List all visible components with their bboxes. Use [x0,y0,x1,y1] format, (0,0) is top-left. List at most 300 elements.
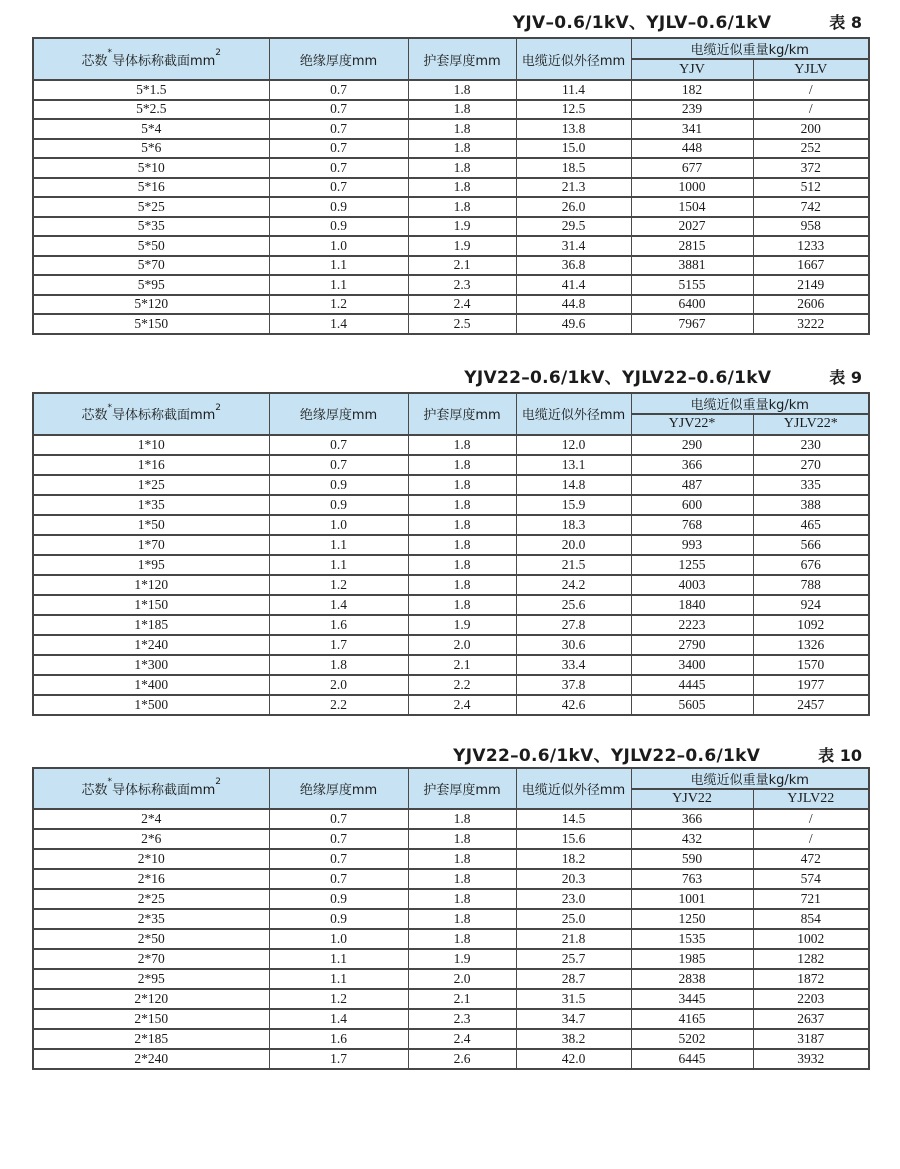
table-cell: 1.0 [269,515,408,535]
table-row [33,989,869,1009]
table-cell: 0.9 [269,889,408,909]
table-cell: 2203 [753,989,869,1009]
table-cell: 25.6 [516,595,631,615]
table-cell: 2149 [753,275,869,295]
table-row [33,1049,869,1069]
table-cell: 2815 [631,236,753,256]
table-cell: 0.9 [269,909,408,929]
table-cell: 2.0 [269,675,408,695]
table-row [33,475,869,495]
table-cell: 1.1 [269,275,408,295]
table-cell: 788 [753,575,869,595]
header-text: 芯数 [81,408,108,423]
table-cell: 0.7 [269,100,408,120]
col-header-weight: 电缆近似重量kg/km [631,768,869,789]
table-cell: 15.6 [516,829,631,849]
table-cell: 1.1 [269,256,408,276]
table-cell: 15.0 [516,139,631,159]
table-title: YJV–0.6/1kV、YJLV–0.6/1kV [512,13,772,33]
table-cell: 1.0 [269,236,408,256]
table-cell: 1.7 [269,1049,408,1069]
table-cell: 5*6 [33,139,269,159]
table-cell: 1*95 [33,555,269,575]
table-number: 表 9 [829,367,862,387]
table-cell: 1504 [631,197,753,217]
table-cell: 1001 [631,889,753,909]
table-cell: 1002 [753,929,869,949]
header-text: 导体标称截面mm [111,408,216,423]
table-cell: 1.8 [408,178,516,198]
table-cell: 1.7 [269,635,408,655]
table-row [33,615,869,635]
table-row [33,555,869,575]
table-cell: 487 [631,475,753,495]
table-cell: 15.9 [516,495,631,515]
table-title: YJV22–0.6/1kV、YJLV22–0.6/1kV [464,367,772,388]
table-cell: 12.0 [516,435,631,455]
col-header-weight-yjv22: YJV22* [631,414,753,435]
col-header-sheath: 护套厚度mm [408,393,516,435]
table-cell: 1.4 [269,1009,408,1029]
table-cell: 1667 [753,256,869,276]
table-cell: 2*150 [33,1009,269,1029]
table-cell: 5*25 [33,197,269,217]
table-cell: 448 [631,139,753,159]
table-cell: 239 [631,100,753,120]
table-cell: 1977 [753,675,869,695]
table-row [33,217,869,237]
table-cell: 49.6 [516,314,631,334]
table-cell: 1.8 [408,139,516,159]
table-cell: 5*16 [33,178,269,198]
table-cell: 1.8 [408,595,516,615]
table-cell: 768 [631,515,753,535]
table-cell: 0.7 [269,178,408,198]
table-cell: 0.7 [269,158,408,178]
table-cell: 2637 [753,1009,869,1029]
table-cell: 1.4 [269,314,408,334]
table-cell: 25.7 [516,949,631,969]
table-cell: 5155 [631,275,753,295]
table-cell: 763 [631,869,753,889]
table-cell: 1.6 [269,1029,408,1049]
table-row [33,655,869,675]
table-row [33,869,869,889]
table-cell: 1*240 [33,635,269,655]
superscript: * [107,402,112,413]
table-row [33,275,869,295]
table-body [33,80,869,334]
table-cell: 1.8 [408,889,516,909]
table-cell: 27.8 [516,615,631,635]
table-cell: 2223 [631,615,753,635]
table-cell: 1*120 [33,575,269,595]
table-cell: 1*500 [33,695,269,715]
table-cell: 1092 [753,615,869,635]
col-header-weight: 电缆近似重量kg/km [631,38,869,59]
table-cell: 372 [753,158,869,178]
col-header-cross-section [33,38,269,80]
table-cell: 2*10 [33,849,269,869]
table-cell: 42.6 [516,695,631,715]
table-cell: 11.4 [516,80,631,100]
table-cell: 2457 [753,695,869,715]
table-cell: 1.4 [269,595,408,615]
table-cell: 1*400 [33,675,269,695]
table-cell: 2*4 [33,809,269,829]
table-cell: 7967 [631,314,753,334]
table-cell: 1*50 [33,515,269,535]
table-row [33,1009,869,1029]
table-cell: 2790 [631,635,753,655]
table-cell: / [753,100,869,120]
table-cell: 993 [631,535,753,555]
table-row [33,595,869,615]
cable-spec-table [32,767,870,1070]
table-cell: 512 [753,178,869,198]
table-cell: 38.2 [516,1029,631,1049]
table-cell: 1.8 [408,455,516,475]
table-body [33,809,869,1069]
table-cell: 0.7 [269,849,408,869]
superscript: * [107,48,112,59]
table-row [33,455,869,475]
table-cell: 13.1 [516,455,631,475]
table-cell: 1*10 [33,435,269,455]
table-cell: 0.7 [269,119,408,139]
table-cell: 2*16 [33,869,269,889]
table-cell: 2.0 [408,635,516,655]
table-row [33,909,869,929]
table-cell: 33.4 [516,655,631,675]
table-cell: 21.3 [516,178,631,198]
table-cell: 4003 [631,575,753,595]
table-cell: 31.5 [516,989,631,1009]
table-number: 表 8 [829,13,862,32]
table-cell: 1.8 [408,909,516,929]
table-cell: 1*300 [33,655,269,675]
table-row [33,435,869,455]
table-cell: 1.2 [269,295,408,315]
table-cell: 574 [753,869,869,889]
table-cell: 1.0 [269,929,408,949]
table-cell: 290 [631,435,753,455]
table-cell: 200 [753,119,869,139]
table-cell: 958 [753,217,869,237]
table-cell: / [753,829,869,849]
table-cell: 18.3 [516,515,631,535]
table-header [33,768,869,809]
superscript: * [107,777,112,788]
table-cell: 341 [631,119,753,139]
table-cell: 25.0 [516,909,631,929]
table-cell: 5*50 [33,236,269,256]
table-cell: 1000 [631,178,753,198]
table-cell: 5*35 [33,217,269,237]
table-cell: 0.7 [269,80,408,100]
table-cell: 2.1 [408,989,516,1009]
table-cell: 1*35 [33,495,269,515]
table-row [33,178,869,198]
table-cell: 1.8 [408,475,516,495]
table-cell: 30.6 [516,635,631,655]
table-cell: 1255 [631,555,753,575]
table-cell: 1.8 [269,655,408,675]
table-cell: 1.1 [269,535,408,555]
table-row [33,969,869,989]
col-header-diameter: 电缆近似外径mm [516,768,631,809]
table-9-title-row [32,363,868,388]
table-cell: 21.8 [516,929,631,949]
table-cell: 20.0 [516,535,631,555]
table-cell: 2*35 [33,909,269,929]
table-cell: 3222 [753,314,869,334]
table-cell: 676 [753,555,869,575]
table-cell: 0.9 [269,217,408,237]
table-cell: 2.1 [408,655,516,675]
table-row [33,197,869,217]
table-cell: 1.8 [408,158,516,178]
table-row [33,949,869,969]
table-cell: 1.8 [408,809,516,829]
cable-spec-table [32,392,870,716]
table-row [33,635,869,655]
table-cell: 5*1.5 [33,80,269,100]
cable-spec-table [32,37,870,335]
table-cell: 2*120 [33,989,269,1009]
table-cell: 1.8 [408,829,516,849]
table-cell: 3400 [631,655,753,675]
table-cell: 1.2 [269,575,408,595]
table-cell: 3932 [753,1049,869,1069]
table-row [33,256,869,276]
table-cell: 2*6 [33,829,269,849]
table-cell: 2*185 [33,1029,269,1049]
table-cell: 3881 [631,256,753,276]
table-cell: 18.2 [516,849,631,869]
table-cell: 13.8 [516,119,631,139]
table-cell: 388 [753,495,869,515]
table-cell: 28.7 [516,969,631,989]
table-cell: 2838 [631,969,753,989]
table-cell: 1326 [753,635,869,655]
table-row [33,809,869,829]
table-row [33,314,869,334]
table-cell: 6400 [631,295,753,315]
table-cell: 1233 [753,236,869,256]
table-cell: 1.8 [408,119,516,139]
table-cell: 1.9 [408,236,516,256]
table-cell: 1872 [753,969,869,989]
table-cell: 252 [753,139,869,159]
table-row [33,295,869,315]
col-header-sheath: 护套厚度mm [408,38,516,80]
table-cell: 335 [753,475,869,495]
table-cell: 2*25 [33,889,269,909]
col-header-weight-yjlv22: YJLV22* [753,414,869,435]
table-cell: 230 [753,435,869,455]
table-row [33,515,869,535]
table-cell: 1.8 [408,849,516,869]
header-text: 芯数 [81,53,108,69]
table-cell: 21.5 [516,555,631,575]
table-cell: 1.9 [408,949,516,969]
table-cell: 2.5 [408,314,516,334]
table-cell: 1840 [631,595,753,615]
table-cell: 44.8 [516,295,631,315]
table-cell: 5*150 [33,314,269,334]
table-cell: 2*70 [33,949,269,969]
col-header-diameter: 电缆近似外径mm [516,38,631,80]
table-cell: 924 [753,595,869,615]
table-cell: 41.4 [516,275,631,295]
table-cell: 1535 [631,929,753,949]
table-cell: 3187 [753,1029,869,1049]
table-cell: 721 [753,889,869,909]
table-cell: 23.0 [516,889,631,909]
table-cell: / [753,809,869,829]
table-cell: 1.8 [408,435,516,455]
table-cell: 0.7 [269,869,408,889]
table-cell: 1282 [753,949,869,969]
table-cell: 0.7 [269,139,408,159]
table-section-10 [32,741,868,1070]
table-cell: 0.7 [269,455,408,475]
table-cell: 1.1 [269,949,408,969]
table-cell: 1.6 [269,615,408,635]
table-cell: 0.7 [269,809,408,829]
table-section-9 [32,363,868,716]
table-cell: 1*150 [33,595,269,615]
table-cell: 1.2 [269,989,408,1009]
table-cell: / [753,80,869,100]
table-row [33,535,869,555]
table-cell: 2*95 [33,969,269,989]
table-cell: 4165 [631,1009,753,1029]
table-row [33,158,869,178]
table-cell: 854 [753,909,869,929]
col-header-insulation: 绝缘厚度mm [269,768,408,809]
table-row [33,495,869,515]
table-cell: 5605 [631,695,753,715]
table-cell: 5*70 [33,256,269,276]
table-cell: 5*95 [33,275,269,295]
table-cell: 5*2.5 [33,100,269,120]
table-header [33,393,869,435]
col-header-cross-section [33,768,269,809]
table-cell: 2*50 [33,929,269,949]
table-cell: 2.4 [408,695,516,715]
table-cell: 20.3 [516,869,631,889]
table-cell: 1570 [753,655,869,675]
table-cell: 566 [753,535,869,555]
table-cell: 1.9 [408,217,516,237]
table-cell: 472 [753,849,869,869]
table-cell: 182 [631,80,753,100]
table-10-title-row [32,741,868,766]
table-cell: 1.1 [269,969,408,989]
table-row [33,675,869,695]
col-header-weight-yjlv22: YJLV22 [753,789,869,809]
table-cell: 366 [631,455,753,475]
col-header-cross-section [33,393,269,435]
col-header-insulation: 绝缘厚度mm [269,38,408,80]
col-header-weight: 电缆近似重量kg/km [631,393,869,414]
table-cell: 366 [631,809,753,829]
table-cell: 2.4 [408,295,516,315]
table-cell: 1985 [631,949,753,969]
table-cell: 3445 [631,989,753,1009]
table-cell: 2.2 [408,675,516,695]
table-cell: 270 [753,455,869,475]
table-cell: 1*185 [33,615,269,635]
table-row [33,119,869,139]
table-row [33,236,869,256]
table-cell: 2.0 [408,969,516,989]
table-cell: 1.8 [408,80,516,100]
table-row [33,139,869,159]
table-cell: 1.8 [408,575,516,595]
superscript: 2 [215,402,222,413]
table-row [33,695,869,715]
table-cell: 2.6 [408,1049,516,1069]
superscript: 2 [215,777,222,788]
table-cell: 5*10 [33,158,269,178]
table-cell: 0.7 [269,829,408,849]
table-section-8 [32,8,868,335]
header-text: 导体标称截面mm [111,782,216,798]
table-cell: 0.9 [269,197,408,217]
table-cell: 1250 [631,909,753,929]
table-cell: 2.1 [408,256,516,276]
table-number: 表 10 [818,745,862,765]
table-cell: 5*120 [33,295,269,315]
table-title: YJV22–0.6/1kV、YJLV22–0.6/1kV [453,745,761,766]
table-cell: 2606 [753,295,869,315]
table-cell: 1.8 [408,535,516,555]
table-cell: 1*70 [33,535,269,555]
table-cell: 465 [753,515,869,535]
table-cell: 0.9 [269,495,408,515]
table-cell: 742 [753,197,869,217]
table-body [33,435,869,715]
col-header-weight-yjlv: YJLV [753,59,869,80]
col-header-weight-yjv22: YJV22 [631,789,753,809]
table-row [33,849,869,869]
table-cell: 1.9 [408,615,516,635]
table-cell: 1*16 [33,455,269,475]
table-cell: 0.7 [269,435,408,455]
table-cell: 1.8 [408,929,516,949]
table-cell: 1.8 [408,515,516,535]
table-cell: 590 [631,849,753,869]
table-row [33,100,869,120]
col-header-diameter: 电缆近似外径mm [516,393,631,435]
col-header-insulation: 绝缘厚度mm [269,393,408,435]
table-cell: 5*4 [33,119,269,139]
table-header [33,38,869,80]
table-cell: 42.0 [516,1049,631,1069]
table-row [33,1029,869,1049]
table-cell: 29.5 [516,217,631,237]
table-cell: 2.3 [408,275,516,295]
table-row [33,575,869,595]
col-header-weight-yjv: YJV [631,59,753,80]
table-cell: 1.8 [408,869,516,889]
superscript: 2 [215,48,222,59]
table-row [33,889,869,909]
table-cell: 1.8 [408,555,516,575]
